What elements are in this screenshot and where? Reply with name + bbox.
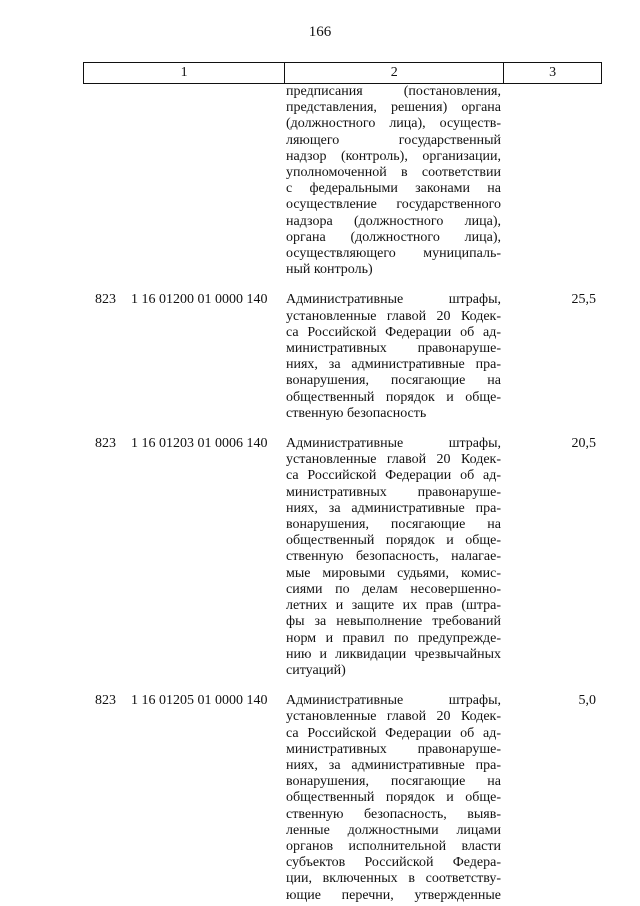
amount-cell: 5,0 <box>578 693 596 709</box>
description-line: министративных правонаруше- <box>286 341 501 357</box>
description-line: установленные главой 20 Кодек- <box>286 308 501 324</box>
description-line: предписания (постановления, <box>286 84 501 99</box>
column-header-1: 1 <box>84 63 285 84</box>
description-line: надзор (контроль), организации, <box>286 148 501 164</box>
description-line: ленные должностными лицами <box>286 822 501 838</box>
description-line: вонарушения, посягающие на <box>286 774 501 790</box>
description-line: надзора (должностного лица), <box>286 213 501 229</box>
description-line: нию и ликвидации чрезвычайных <box>286 646 501 662</box>
description-line: ляющего государственный <box>286 132 501 148</box>
description-line: с федеральными законами на <box>286 181 501 197</box>
description-line: уполномоченной в соответствии <box>286 165 501 181</box>
description-line: Административные штрафы, <box>286 693 501 709</box>
description-line: (должностного лица), осуществ- <box>286 116 501 132</box>
column-header-3: 3 <box>504 63 602 84</box>
description-line: общественный порядок и обще- <box>286 533 501 549</box>
description-line: представления, решения) органа <box>286 100 501 116</box>
description-line: Административные штрафы, <box>286 292 501 308</box>
description-line: са Российской Федерации об ад- <box>286 725 501 741</box>
description-line: ниях, за административные пра- <box>286 357 501 373</box>
description-line: ситуаций) <box>286 662 346 678</box>
admin-code: 823 <box>95 292 116 308</box>
description-line: ниях, за административные пра- <box>286 500 501 516</box>
column-header-table <box>83 62 602 84</box>
table-row <box>83 292 602 422</box>
description-line: органов исполнительной власти <box>286 838 501 854</box>
description-line: ственную безопасность, выяв- <box>286 806 501 822</box>
description-line: ственную безопасность, налагае- <box>286 549 501 565</box>
description-line: вонарушения, посягающие на <box>286 517 501 533</box>
row-description <box>286 693 501 904</box>
description-line: органа (должностного лица), <box>286 229 501 245</box>
code-cell <box>95 292 268 308</box>
description-line: са Российской Федерации об ад- <box>286 324 501 340</box>
row-description <box>286 292 501 422</box>
column-header-row <box>84 63 602 84</box>
continuation-row <box>83 84 602 278</box>
amount-cell: 25,5 <box>571 292 596 308</box>
budget-code: 1 16 01205 01 0000 140 <box>131 693 268 709</box>
description-line: общественный порядок и обще- <box>286 790 501 806</box>
admin-code: 823 <box>95 693 116 709</box>
continuation-description <box>286 84 501 278</box>
description-line: мые мировыми судьями, комис- <box>286 565 501 581</box>
code-cell <box>95 693 268 709</box>
budget-code: 1 16 01200 01 0000 140 <box>131 292 268 308</box>
description-line: ниях, за административные пра- <box>286 757 501 773</box>
description-line: установленные главой 20 Кодек- <box>286 709 501 725</box>
description-line: общественный порядок и обще- <box>286 389 501 405</box>
description-line: осуществление государственного <box>286 197 501 213</box>
budget-code: 1 16 01203 01 0006 140 <box>131 436 268 452</box>
table-row <box>83 693 602 904</box>
admin-code: 823 <box>95 436 116 452</box>
description-line: субъектов Российской Федера- <box>286 855 501 871</box>
table-body <box>83 84 602 904</box>
description-line: министративных правонаруше- <box>286 741 501 757</box>
description-line: министративных правонаруше- <box>286 484 501 500</box>
description-line: ющие перечни, утвержденные <box>286 887 501 903</box>
description-line: ный контроль) <box>286 262 373 278</box>
description-line: норм и правил по предупрежде- <box>286 630 501 646</box>
description-line: вонарушения, посягающие на <box>286 373 501 389</box>
column-header-2: 2 <box>285 63 504 84</box>
amount-cell: 20,5 <box>571 436 596 452</box>
code-cell <box>95 436 268 452</box>
row-description <box>286 436 501 679</box>
description-line: осуществляющего муниципаль- <box>286 246 501 262</box>
description-line: фы за невыполнение требований <box>286 614 501 630</box>
page-number: 166 <box>308 24 332 40</box>
description-line: сиями по делам несовершенно- <box>286 581 501 597</box>
description-line: са Российской Федерации об ад- <box>286 468 501 484</box>
table-row <box>83 436 602 679</box>
description-line: Административные штрафы, <box>286 436 501 452</box>
description-line: ственную безопасность <box>286 405 427 421</box>
description-line: ции, включенных в соответству- <box>286 871 501 887</box>
description-line: установленные главой 20 Кодек- <box>286 452 501 468</box>
description-line: летних и защите их прав (штра- <box>286 598 501 614</box>
